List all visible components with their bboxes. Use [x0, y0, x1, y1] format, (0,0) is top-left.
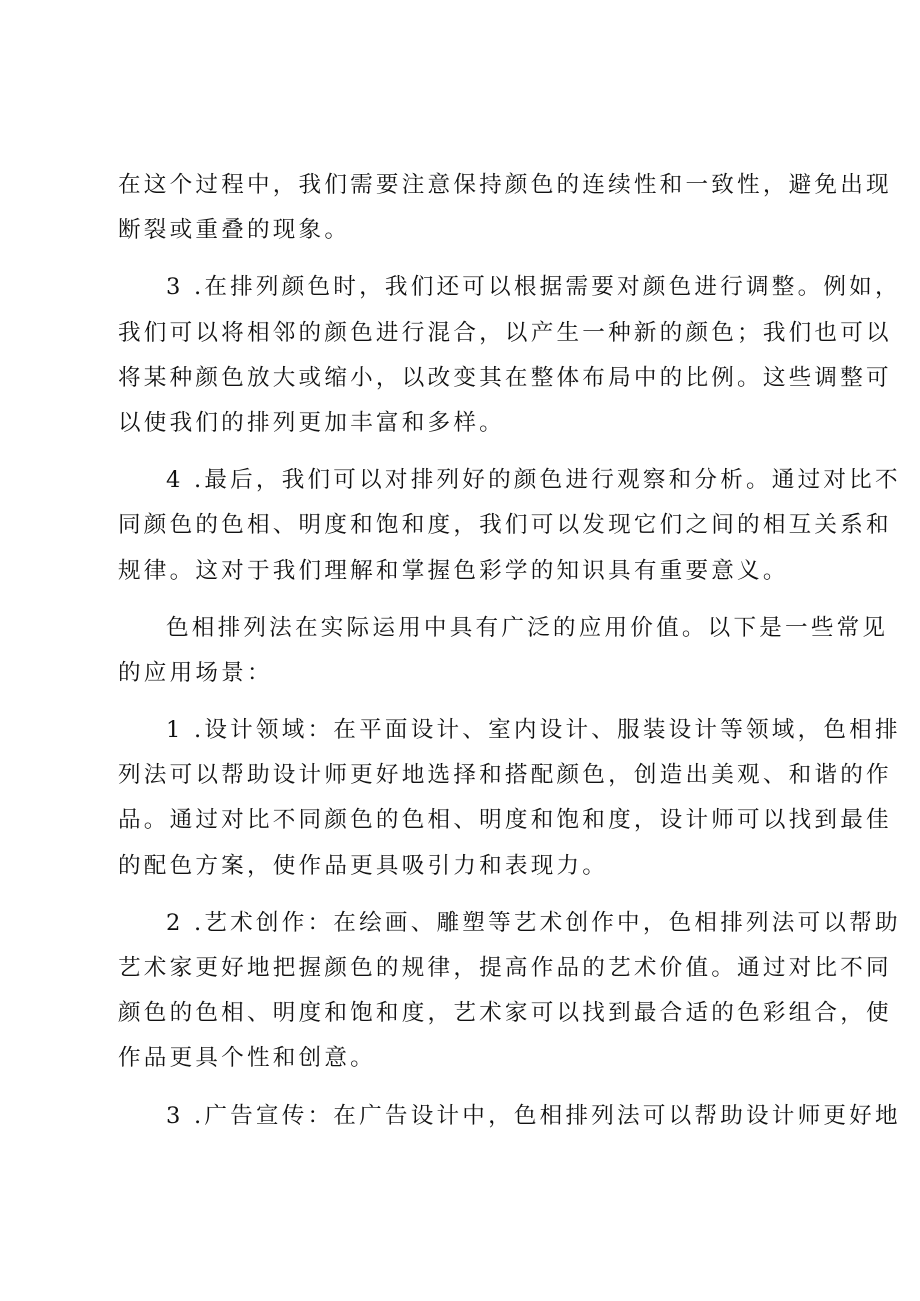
text-line: 在这个过程中，我们需要注意保持颜色的连续性和一致性，避免出现 [118, 172, 892, 198]
text-line: 规律。这对于我们理解和掌握色彩学的知识具有重要意义。 [118, 557, 789, 584]
text-line: 同颜色的色相、明度和饱和度，我们可以发现它们之间的相互关系和 [118, 512, 892, 539]
paragraph-gap [118, 889, 824, 901]
text-line: 色相排列法在实际运用中具有广泛的应用价值。以下是一些常见 [166, 614, 889, 641]
text-line: 断裂或重叠的现象。 [118, 217, 351, 244]
text-line: 艺术家更好地把握颜色的规律，提高作品的艺术价值。通过对比不同 [118, 955, 892, 981]
text-line: 我们可以将相邻的颜色进行混合，以产生一种新的颜色；我们也可以 [118, 319, 892, 346]
text-line: 作品更具个性和创意。 [118, 1045, 376, 1072]
text-line: 3 .广告宣传：在广告设计中，色相排列法可以帮助设计师更好地 [166, 1102, 901, 1129]
text-line: 2 .艺术创作：在绘画、雕塑等艺术创作中，色相排列法可以帮助 [166, 909, 901, 936]
paragraph-gap [118, 696, 824, 708]
text-line: 以使我们的排列更加丰富和多样。 [118, 409, 505, 436]
paragraph-gap [118, 446, 824, 458]
text-line: 列法可以帮助设计师更好地选择和搭配颜色，创造出美观、和谐的作 [118, 762, 892, 789]
text-line: 的应用场景： [118, 659, 273, 686]
text-line: 颜色的色相、明度和饱和度，艺术家可以找到最合适的色彩组合，使 [118, 1000, 892, 1027]
paragraph-gap [118, 1082, 824, 1094]
text-line: 的配色方案，使作品更具吸引力和表现力。 [118, 852, 609, 879]
text-line: 将某种颜色放大或缩小，以改变其在整体布局中的比例。这些调整可 [118, 364, 892, 391]
text-line: 4 .最后，我们可以对排列好的颜色进行观察和分析。通过对比不 [166, 467, 901, 494]
body-text [118, 163, 901, 1139]
text-line: 品。通过对比不同颜色的色相、明度和饱和度，设计师可以找到最佳 [118, 807, 892, 834]
text-line: 3 .在排列颜色时，我们还可以根据需要对颜色进行调整。例如， [166, 274, 901, 301]
paragraph-gap [118, 253, 824, 265]
text-line: 1 .设计领域：在平面设计、室内设计、服装设计等领域，色相排 [166, 717, 901, 744]
paragraph-gap [118, 594, 824, 606]
